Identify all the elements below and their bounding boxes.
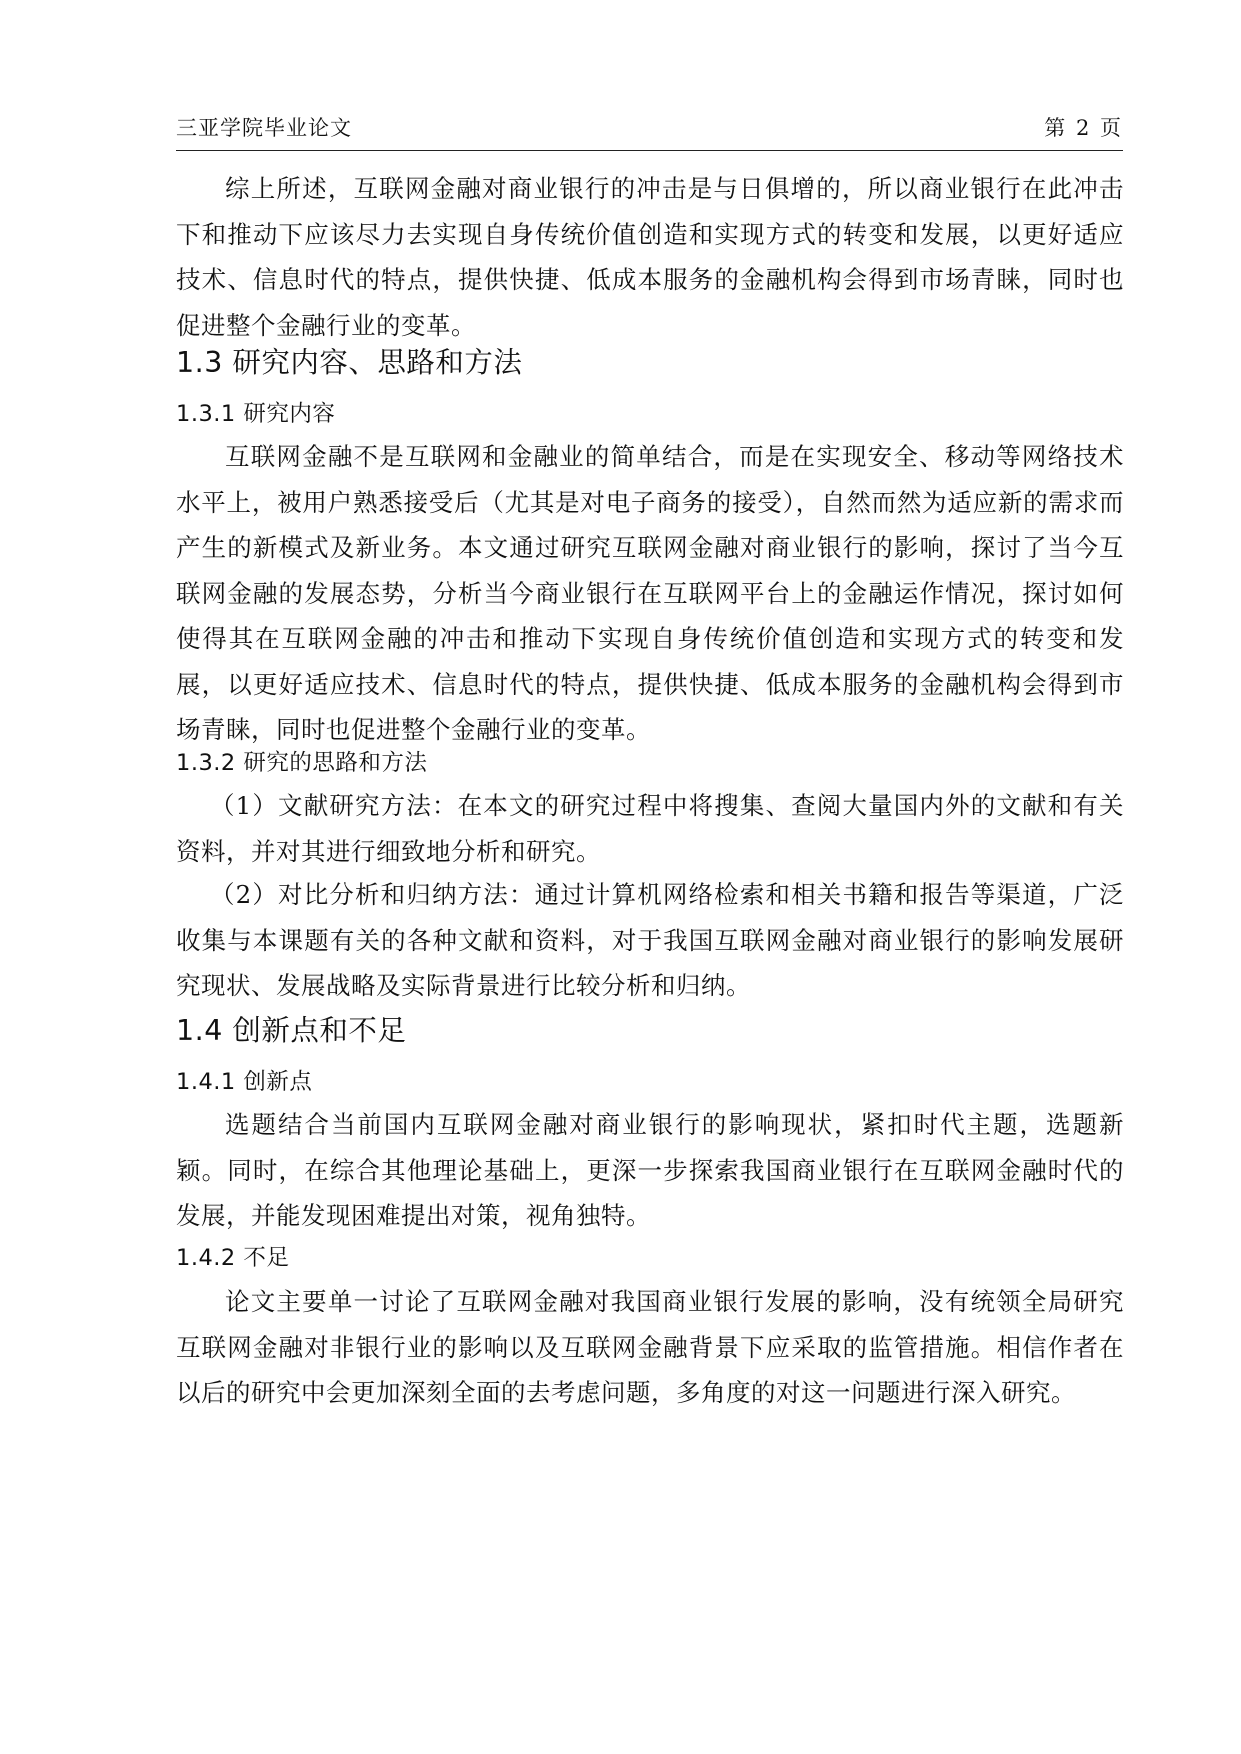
section-1-3-1-heading: 1.3.1 研究内容	[176, 401, 336, 427]
running-header	[176, 112, 1123, 151]
intro-paragraph: 综上所述，互联网金融对商业银行的冲击是与日俱增的，所以商业银行在此冲击下和推动下应该尽力去实现自身传统价值创造和实现方式的转变和发展，以更好适应技术、信息时代的特点，提供快捷、低成本服务的金融机构会得到市场青睐，同时也促进整个金融行业的变革。	[176, 174, 1124, 340]
innovation-paragraph: 选题结合当前国内互联网金融对商业银行的影响现状，紧扣时代主题，选题新颖。同时，在综合其他理论基础上，更深一步探索我国商业银行在互联网金融时代的发展，并能发现困难提出对策，视角独特。	[176, 1110, 1124, 1230]
shortcomings-paragraph: 论文主要单一讨论了互联网金融对我国商业银行发展的影响，没有统领全局研究互联网金融对非银行业的影响以及互联网金融背景下应采取的监管措施。相信作者在以后的研究中会更加深刻全面的去考虑问题，多角度的对这一问题进行深入研究。	[176, 1287, 1124, 1407]
header-school-name: 三亚学院毕业论文	[176, 116, 352, 140]
section-1-4-heading: 1.4 创新点和不足	[176, 1014, 407, 1047]
section-1-3-heading: 1.3 研究内容、思路和方法	[176, 346, 523, 379]
section-1-4-1-heading: 1.4.1 创新点	[176, 1069, 313, 1095]
method-item-literature: （1）文献研究方法：在本文的研究过程中将搜集、查阅大量国内外的文献和有关资料，并对其进行细致地分析和研究。	[176, 791, 1124, 866]
research-content-paragraph: 互联网金融不是互联网和金融业的简单结合，而是在实现安全、移动等网络技术水平上，被用户熟悉接受后（尤其是对电子商务的接受），自然而然为适应新的需求而产生的新模式及新业务。本文通过研究互联网金融对商业银行的影响，探讨了当今互联网金融的发展态势，分析当今商业银行在互联网平台上的金融运作情况，探讨如何使得其在互联网金融的冲击和推动下实现自身传统价值创造和实现方式的转变和发展，以更好适应技术、信息时代的特点，提供快捷、低成本服务的金融机构会得到市场青睐，同时也促进整个金融行业的变革。	[176, 442, 1124, 744]
section-1-3-2-heading: 1.3.2 研究的思路和方法	[176, 750, 428, 776]
header-page-number: 第 2 页	[1044, 116, 1123, 140]
method-item-comparison: （2）对比分析和归纳方法：通过计算机网络检索和相关书籍和报告等渠道，广泛收集与本课题有关的各种文献和资料，对于我国互联网金融对商业银行的影响发展研究现状、发展战略及实际背景进行比较分析和归纳。	[176, 880, 1124, 1000]
section-1-4-2-heading: 1.4.2 不足	[176, 1245, 290, 1271]
